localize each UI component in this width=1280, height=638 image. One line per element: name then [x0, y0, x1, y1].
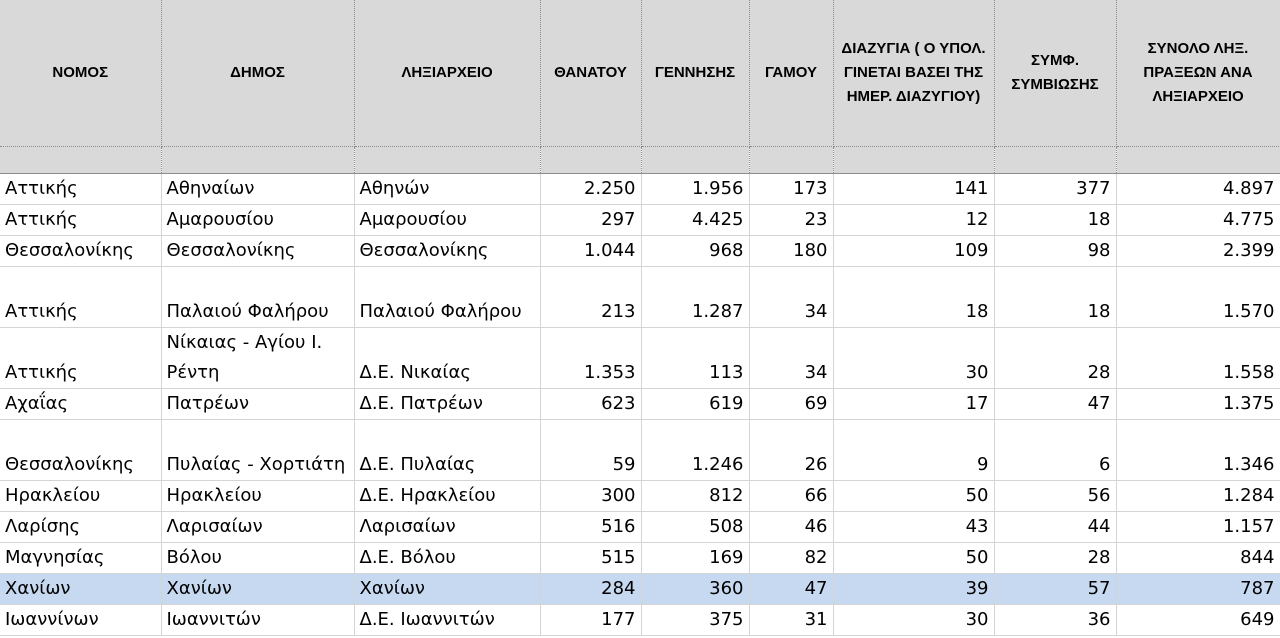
empty-header-cell[interactable]	[161, 147, 354, 174]
cell-thanatou[interactable]: 59	[540, 420, 641, 481]
cell-gennisis[interactable]: 4.425	[641, 205, 749, 236]
cell-dimos[interactable]: Θεσσαλονίκης	[161, 236, 354, 267]
empty-header-cell[interactable]	[1116, 147, 1280, 174]
cell-thanatou[interactable]: 213	[540, 267, 641, 328]
cell-thanatou[interactable]: 177	[540, 605, 641, 636]
cell-lixiarxeio[interactable]: Δ.Ε. Ιωαννιτών	[354, 605, 540, 636]
cell-symf[interactable]: 98	[994, 236, 1116, 267]
cell-synolo[interactable]: 2.399	[1116, 236, 1280, 267]
cell-gennisis[interactable]: 508	[641, 512, 749, 543]
cell-diazygia[interactable]: 39	[833, 574, 994, 605]
cell-nomos[interactable]: Αττικής	[0, 267, 161, 328]
cell-symf[interactable]: 36	[994, 605, 1116, 636]
cell-gamou[interactable]: 66	[749, 481, 833, 512]
cell-nomos[interactable]: Μαγνησίας	[0, 543, 161, 574]
cell-symf[interactable]: 28	[994, 543, 1116, 574]
cell-dimos[interactable]: Παλαιού Φαλήρου	[161, 267, 354, 328]
cell-diazygia[interactable]: 9	[833, 420, 994, 481]
cell-symf[interactable]: 18	[994, 205, 1116, 236]
cell-synolo[interactable]: 787	[1116, 574, 1280, 605]
cell-diazygia[interactable]: 12	[833, 205, 994, 236]
cell-nomos[interactable]: Αχαΐας	[0, 389, 161, 420]
cell-gamou[interactable]: 46	[749, 512, 833, 543]
cell-lixiarxeio[interactable]: Παλαιού Φαλήρου	[354, 267, 540, 328]
table-row[interactable]	[0, 605, 1280, 636]
header-lixiarxeio[interactable]: ΛΗΞΙΑΡΧΕΙΟ	[354, 0, 540, 147]
cell-diazygia[interactable]: 109	[833, 236, 994, 267]
cell-thanatou[interactable]: 300	[540, 481, 641, 512]
cell-symf[interactable]: 44	[994, 512, 1116, 543]
header-thanatou[interactable]: ΘΑΝΑΤΟΥ	[540, 0, 641, 147]
header-diazygia[interactable]: ΔΙΑΖΥΓΙΑ ( Ο ΥΠΟΛ. ΓΙΝΕΤΑΙ ΒΑΣΕΙ ΤΗΣ ΗΜΕΡ. ΔΙΑΖΥΓΙΟΥ)	[833, 0, 994, 147]
cell-dimos[interactable]: Βόλου	[161, 543, 354, 574]
table-row[interactable]	[0, 267, 1280, 328]
cell-synolo[interactable]: 1.346	[1116, 420, 1280, 481]
cell-lixiarxeio[interactable]: Αθηνών	[354, 174, 540, 205]
table-row[interactable]	[0, 420, 1280, 481]
header-row	[0, 0, 1280, 147]
cell-dimos[interactable]: Πατρέων	[161, 389, 354, 420]
cell-nomos[interactable]: Ηρακλείου	[0, 481, 161, 512]
cell-dimos[interactable]: Ιωαννιτών	[161, 605, 354, 636]
table-row[interactable]	[0, 481, 1280, 512]
cell-synolo[interactable]: 4.897	[1116, 174, 1280, 205]
cell-nomos[interactable]: Λαρίσης	[0, 512, 161, 543]
cell-thanatou[interactable]: 297	[540, 205, 641, 236]
cell-lixiarxeio[interactable]: Λαρισαίων	[354, 512, 540, 543]
cell-gamou[interactable]: 26	[749, 420, 833, 481]
cell-symf[interactable]: 28	[994, 328, 1116, 389]
cell-gennisis[interactable]: 1.246	[641, 420, 749, 481]
cell-gennisis[interactable]: 619	[641, 389, 749, 420]
cell-dimos[interactable]: Νίκαιας - Αγίου Ι. Ρέντη	[161, 328, 354, 389]
header-dimos[interactable]: ΔΗΜΟΣ	[161, 0, 354, 147]
cell-gennisis[interactable]: 812	[641, 481, 749, 512]
cell-gamou[interactable]: 47	[749, 574, 833, 605]
cell-symf[interactable]: 6	[994, 420, 1116, 481]
cell-gamou[interactable]: 82	[749, 543, 833, 574]
cell-synolo[interactable]: 1.284	[1116, 481, 1280, 512]
cell-symf[interactable]: 56	[994, 481, 1116, 512]
cell-gennisis[interactable]: 360	[641, 574, 749, 605]
table-row[interactable]	[0, 205, 1280, 236]
cell-nomos[interactable]: Αττικής	[0, 328, 161, 389]
cell-gamou[interactable]: 34	[749, 267, 833, 328]
header-nomos[interactable]: ΝΟΜΟΣ	[0, 0, 161, 147]
cell-symf[interactable]: 47	[994, 389, 1116, 420]
cell-dimos[interactable]: Ηρακλείου	[161, 481, 354, 512]
cell-diazygia[interactable]: 17	[833, 389, 994, 420]
cell-synolo[interactable]: 1.558	[1116, 328, 1280, 389]
cell-thanatou[interactable]: 2.250	[540, 174, 641, 205]
cell-diazygia[interactable]: 30	[833, 605, 994, 636]
cell-dimos[interactable]: Χανίων	[161, 574, 354, 605]
cell-gennisis[interactable]: 1.956	[641, 174, 749, 205]
empty-header-cell[interactable]	[0, 147, 161, 174]
cell-thanatou[interactable]: 1.353	[540, 328, 641, 389]
empty-header-cell[interactable]	[833, 147, 994, 174]
empty-header-cell[interactable]	[641, 147, 749, 174]
cell-gennisis[interactable]: 113	[641, 328, 749, 389]
cell-thanatou[interactable]: 516	[540, 512, 641, 543]
cell-thanatou[interactable]: 623	[540, 389, 641, 420]
cell-diazygia[interactable]: 50	[833, 543, 994, 574]
cell-synolo[interactable]: 1.157	[1116, 512, 1280, 543]
header-gennisis[interactable]: ΓΕΝΝΗΣΗΣ	[641, 0, 749, 147]
cell-synolo[interactable]: 844	[1116, 543, 1280, 574]
cell-gamou[interactable]: 173	[749, 174, 833, 205]
cell-nomos[interactable]: Χανίων	[0, 574, 161, 605]
cell-dimos[interactable]: Λαρισαίων	[161, 512, 354, 543]
table-row[interactable]	[0, 512, 1280, 543]
table-row[interactable]	[0, 174, 1280, 205]
cell-gamou[interactable]: 180	[749, 236, 833, 267]
cell-lixiarxeio[interactable]: Δ.Ε. Ηρακλείου	[354, 481, 540, 512]
cell-lixiarxeio[interactable]: Θεσσαλονίκης	[354, 236, 540, 267]
cell-synolo[interactable]: 1.570	[1116, 267, 1280, 328]
cell-thanatou[interactable]: 515	[540, 543, 641, 574]
cell-nomos[interactable]: Αττικής	[0, 205, 161, 236]
cell-nomos[interactable]: Θεσσαλονίκης	[0, 236, 161, 267]
cell-lixiarxeio[interactable]: Δ.Ε. Πατρέων	[354, 389, 540, 420]
table-row[interactable]	[0, 236, 1280, 267]
cell-gamou[interactable]: 23	[749, 205, 833, 236]
cell-lixiarxeio[interactable]: Χανίων	[354, 574, 540, 605]
table-row[interactable]	[0, 543, 1280, 574]
cell-thanatou[interactable]: 284	[540, 574, 641, 605]
header-synolo[interactable]: ΣΥΝΟΛΟ ΛΗΞ. ΠΡΑΞΕΩΝ ΑΝΑ ΛΗΞΙΑΡΧΕΙΟ	[1116, 0, 1280, 147]
cell-lixiarxeio[interactable]: Αμαρουσίου	[354, 205, 540, 236]
empty-header-cell[interactable]	[354, 147, 540, 174]
cell-diazygia[interactable]: 50	[833, 481, 994, 512]
empty-header-cell[interactable]	[994, 147, 1116, 174]
cell-diazygia[interactable]: 43	[833, 512, 994, 543]
cell-nomos[interactable]: Ιωαννίνων	[0, 605, 161, 636]
cell-synolo[interactable]: 4.775	[1116, 205, 1280, 236]
cell-dimos[interactable]: Αθηναίων	[161, 174, 354, 205]
cell-symf[interactable]: 57	[994, 574, 1116, 605]
cell-diazygia[interactable]: 18	[833, 267, 994, 328]
cell-gamou[interactable]: 69	[749, 389, 833, 420]
cell-gennisis[interactable]: 169	[641, 543, 749, 574]
cell-nomos[interactable]: Αττικής	[0, 174, 161, 205]
cell-dimos[interactable]: Αμαρουσίου	[161, 205, 354, 236]
header-filter-row	[0, 147, 1280, 174]
cell-nomos[interactable]: Θεσσαλονίκης	[0, 420, 161, 481]
cell-gennisis[interactable]: 968	[641, 236, 749, 267]
header-gamou[interactable]: ΓΑΜΟΥ	[749, 0, 833, 147]
empty-header-cell[interactable]	[540, 147, 641, 174]
table-row[interactable]	[0, 389, 1280, 420]
cell-gennisis[interactable]: 375	[641, 605, 749, 636]
cell-lixiarxeio[interactable]: Δ.Ε. Πυλαίας	[354, 420, 540, 481]
table-row[interactable]	[0, 574, 1280, 605]
cell-symf[interactable]: 377	[994, 174, 1116, 205]
cell-gamou[interactable]: 34	[749, 328, 833, 389]
cell-diazygia[interactable]: 30	[833, 328, 994, 389]
cell-synolo[interactable]: 1.375	[1116, 389, 1280, 420]
empty-header-cell[interactable]	[749, 147, 833, 174]
cell-dimos[interactable]: Πυλαίας - Χορτιάτη	[161, 420, 354, 481]
table-row[interactable]	[0, 328, 1280, 389]
cell-lixiarxeio[interactable]: Δ.Ε. Βόλου	[354, 543, 540, 574]
header-symfoniko[interactable]: ΣΥΜΦ. ΣΥΜΒΙΩΣΗΣ	[994, 0, 1116, 147]
cell-gennisis[interactable]: 1.287	[641, 267, 749, 328]
cell-gamou[interactable]: 31	[749, 605, 833, 636]
cell-symf[interactable]: 18	[994, 267, 1116, 328]
cell-lixiarxeio[interactable]: Δ.Ε. Νικαίας	[354, 328, 540, 389]
cell-thanatou[interactable]: 1.044	[540, 236, 641, 267]
cell-synolo[interactable]: 649	[1116, 605, 1280, 636]
cell-diazygia[interactable]: 141	[833, 174, 994, 205]
